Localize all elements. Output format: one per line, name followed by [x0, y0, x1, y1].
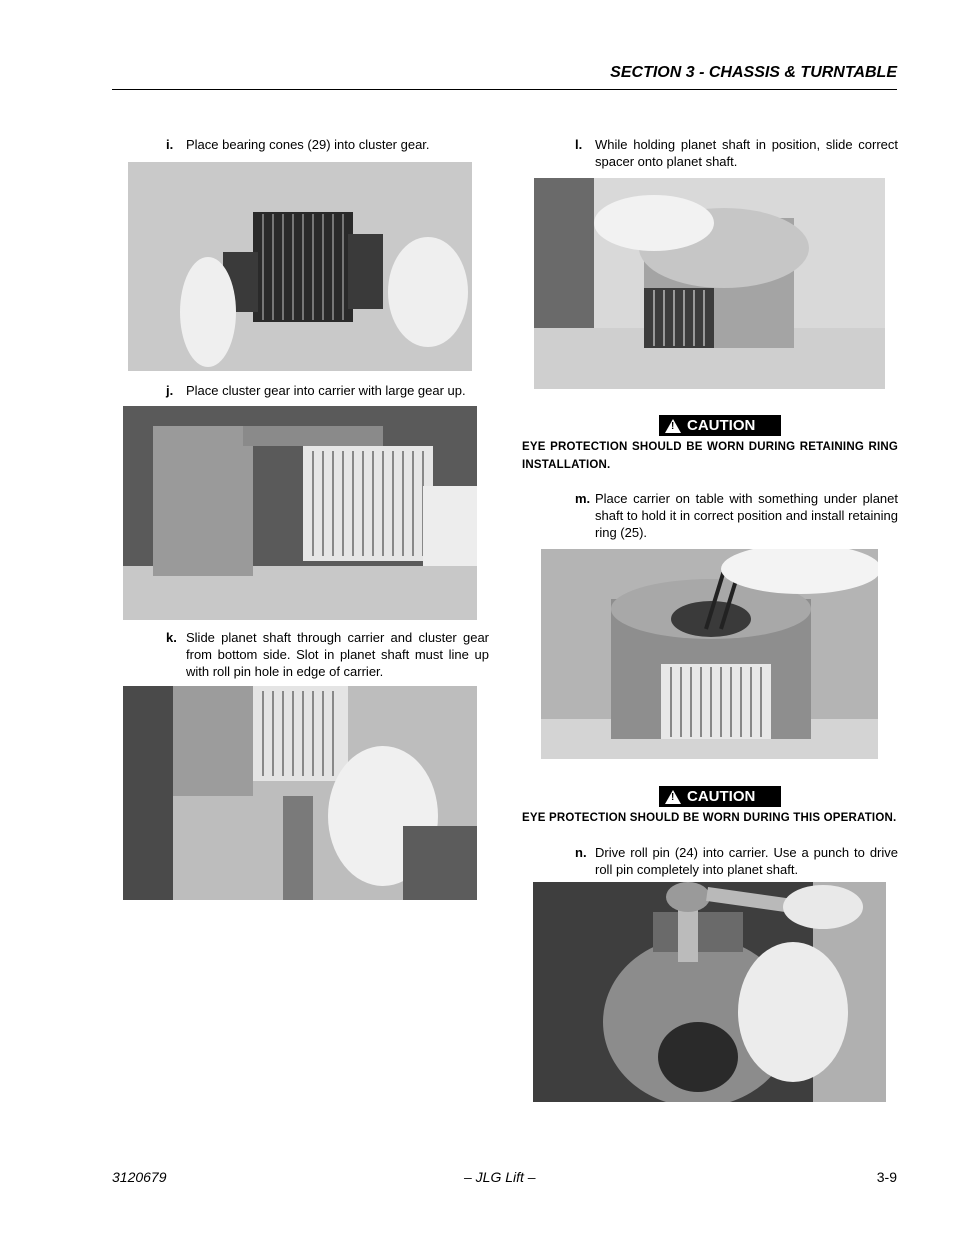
- photo-cluster-gear-in-carrier: [123, 406, 477, 620]
- warning-triangle-icon: !: [665, 790, 681, 804]
- step-n-label: n.: [575, 845, 587, 860]
- photo-planet-shaft-through-carrier: [123, 686, 477, 900]
- footer-page-number: 3-9: [876, 1169, 897, 1185]
- step-j-text: Place cluster gear into carrier with large gear up.: [186, 383, 466, 398]
- step-l-text: While holding planet shaft in position, slide correct spacer onto planet shaft.: [595, 137, 898, 169]
- step-m-label: m.: [575, 491, 591, 506]
- step-j-label: j.: [166, 383, 174, 398]
- step-m-text: Place carrier on table with something under planet shaft to hold it in correct position and install retaining ring (25).: [595, 491, 898, 540]
- warning-triangle-icon: !: [665, 419, 681, 433]
- photo-spacer-on-planet-shaft: [534, 178, 885, 389]
- step-i-label: i.: [166, 137, 174, 152]
- section-title: SECTION 3 - CHASSIS & TURNTABLE: [610, 64, 897, 81]
- caution-text-2: EYE PROTECTION SHOULD BE WORN DURING THIS OPERATION.: [522, 812, 897, 824]
- caution-badge-1-label: CAUTION: [687, 417, 756, 434]
- step-l: [575, 136, 898, 170]
- step-l-label: l.: [575, 137, 583, 152]
- step-i: [166, 136, 486, 153]
- photo-retaining-ring-install: [541, 549, 878, 759]
- step-n: [575, 844, 898, 878]
- caution-text-1: EYE PROTECTION SHOULD BE WORN DURING RETAINING RING INSTALLATION.: [522, 441, 898, 471]
- photo-drive-roll-pin: [533, 882, 886, 1102]
- caution-badge-1: [659, 415, 781, 436]
- footer-publisher: – JLG Lift –: [464, 1169, 536, 1185]
- photo-bearing-cones-cluster-gear: [128, 162, 472, 371]
- caution-badge-2: [659, 786, 781, 807]
- footer-doc-number: 3120679: [112, 1169, 167, 1185]
- step-k-label: k.: [166, 630, 177, 645]
- step-m: [575, 490, 898, 541]
- step-k-text: Slide planet shaft through carrier and cluster gear from bottom side. Slot in planet shaft must line up with roll pin hole in edge of carrier.: [186, 630, 489, 679]
- step-n-text: Drive roll pin (24) into carrier. Use a punch to drive roll pin completely into planet shaft.: [595, 845, 898, 877]
- step-i-text: Place bearing cones (29) into cluster gear.: [186, 137, 430, 152]
- header-rule: [112, 89, 897, 90]
- step-j: [166, 382, 490, 399]
- step-k: [166, 629, 489, 680]
- caution-badge-2-label: CAUTION: [687, 788, 756, 805]
